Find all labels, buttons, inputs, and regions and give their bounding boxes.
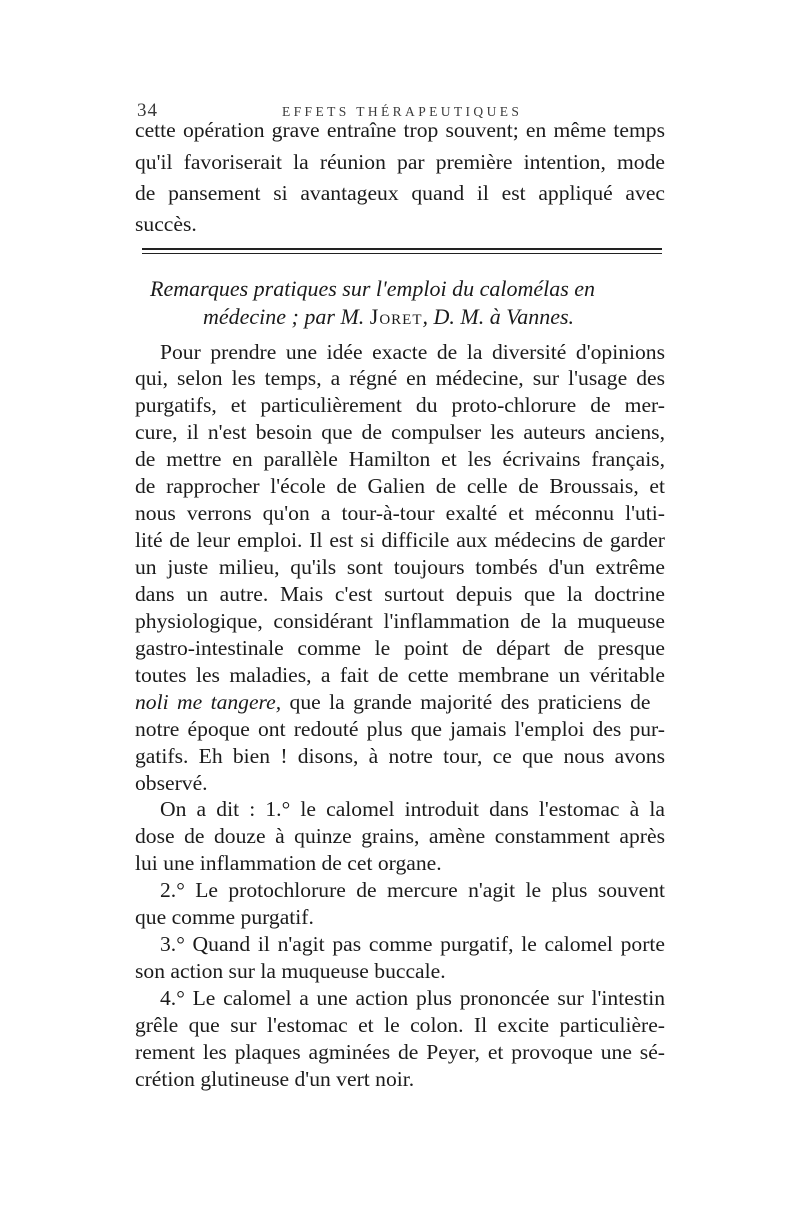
paragraph-line: gastro-intestinale comme le point de départ de presque (135, 636, 665, 660)
list-line: crétion glutineuse d'un vert noir. (135, 1067, 415, 1091)
separator-rule-thick (142, 248, 662, 250)
paragraph-line: nous verrons qu'on a tour-à-tour exalté et méconnu l'uti- (135, 501, 665, 525)
paragraph-line: qui, selon les temps, a régné en médecine, sur l'usage des (135, 366, 665, 390)
paragraph-line: lité de leur emploi. Il est si difficile aux médecins de garder (135, 528, 665, 552)
list-line: que comme purgatif. (135, 905, 314, 929)
paragraph-line: de rapprocher l'école de Galien de celle de Broussais, et (135, 474, 665, 498)
running-head: EFFETS THÉRAPEUTIQUES (282, 104, 523, 119)
paragraph-line: gatifs. Eh bien ! disons, à notre tour, ce que nous avons (135, 744, 665, 768)
paragraph-line: un juste milieu, qu'ils sont toujours tombés d'un extrême (135, 555, 665, 579)
intro-line: succès. (135, 212, 197, 236)
list-line: lui une inflammation de cet organe. (135, 851, 442, 875)
list-line: grêle que sur l'estomac et le colon. Il excite particulière- (135, 1013, 665, 1037)
list-line: On a dit : 1.° le calomel introduit dans l'estomac à la (160, 797, 665, 821)
list-line: rement les plaques agminées de Peyer, et provoque une sé- (135, 1040, 665, 1064)
list-line: son action sur la muqueuse buccale. (135, 959, 446, 983)
separator-rule-thin (142, 253, 662, 254)
list-line: 4.° Le calomel a une action plus prononcée sur l'intestin (160, 986, 665, 1010)
paragraph-line: observé. (135, 771, 208, 795)
paragraph-line: physiologique, considérant l'inflammation de la muqueuse (135, 609, 665, 633)
paragraph-line: cure, il n'est besoin que de compulser les auteurs anciens, (135, 420, 665, 444)
paragraph-line: toutes les maladies, a fait de cette membrane un véritable (135, 663, 665, 687)
intro-line: cette opération grave entraîne trop souvent; en même temps (135, 118, 665, 142)
paragraph-line: notre époque ont redouté plus que jamais l'emploi des pur- (135, 717, 665, 741)
paragraph-line: purgatifs, et particulièrement du proto-chlorure de mer- (135, 393, 665, 417)
page-number: 34 (137, 100, 158, 121)
paragraph-line: de mettre en parallèle Hamilton et les écrivains français, (135, 447, 665, 471)
paragraph-line: dans un autre. Mais c'est surtout depuis que la doctrine (135, 582, 665, 606)
intro-line: qu'il favoriserait la réunion par première intention, mode (135, 150, 665, 174)
intro-line: de pansement si avantageux quand il est appliqué avec (135, 181, 665, 205)
title-byline: médecine ; par M. (203, 304, 365, 329)
article-title-line1: Remarques pratiques sur l'emploi du calomélas en (150, 276, 596, 301)
paragraph-line (135, 690, 665, 715)
paragraph-line: Pour prendre une idée exacte de la diversité d'opinions (160, 340, 665, 364)
title-affiliation: , D. M. à Vannes. (422, 304, 575, 329)
paragraph-line-rest: que la grande majorité des praticiens de (281, 690, 651, 714)
list-line: dose de douze à quinze grains, amène constamment après (135, 824, 665, 848)
list-line: 2.° Le protochlorure de mercure n'agit le plus souvent (160, 878, 665, 902)
list-line: 3.° Quand il n'agit pas comme purgatif, le calomel porte (160, 932, 665, 956)
latin-phrase: noli me tangere, (135, 690, 282, 714)
author-name: Joret (369, 304, 423, 329)
article-title-line2 (203, 304, 574, 330)
